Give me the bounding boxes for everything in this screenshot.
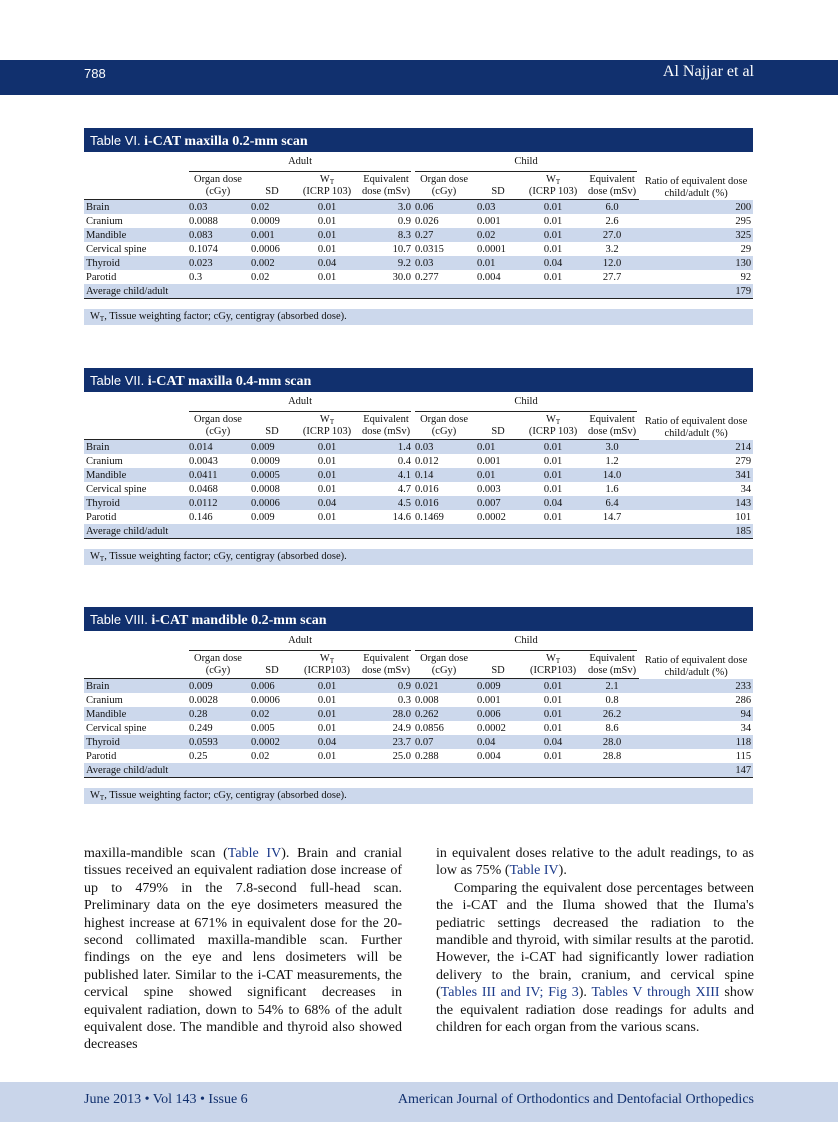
average-row [84, 524, 753, 539]
table-cell: 0.0088 [187, 214, 249, 228]
data-table [84, 635, 753, 778]
child-group-header: Child [415, 635, 637, 651]
wt-header: $W_T$ (ICRP103) [295, 651, 359, 679]
table-cell: 0.27 [413, 228, 475, 242]
table-cell: 0.0006 [249, 242, 295, 256]
table-cell: 0.012 [413, 454, 475, 468]
table-title: i-CAT mandible 0.2-mm scan [151, 613, 327, 628]
table-cell: 0.04 [295, 735, 359, 749]
organ-dose-header: Organ dose (cGy) [187, 172, 249, 200]
journal-name: American Journal of Orthodontics and Dentofacial Orthopedics [397, 1092, 754, 1107]
table-cell: 0.0009 [249, 454, 295, 468]
table-cell: Brain [84, 679, 187, 694]
table-cell: 10.7 [359, 242, 413, 256]
table-cell: 25.0 [359, 749, 413, 763]
table-cell: 3.0 [359, 200, 413, 215]
wt-header: $W_T$ (ICRP103) [521, 651, 585, 679]
table-cell: Parotid [84, 749, 187, 763]
table-cell: 0.006 [249, 679, 295, 694]
table-cell: 0.01 [295, 693, 359, 707]
table-cell: 0.03 [187, 200, 249, 215]
table-cell: 1.4 [359, 440, 413, 455]
table-row [84, 482, 753, 496]
table-cell: 1.2 [585, 454, 639, 468]
table-cell: 0.0856 [413, 721, 475, 735]
table-cell: 28.8 [585, 749, 639, 763]
table-cell: 286 [639, 693, 753, 707]
issue-info: June 2013 • Vol 143 • Issue 6 [84, 1092, 248, 1107]
table-cell: Parotid [84, 270, 187, 284]
table-cell: 29 [639, 242, 753, 256]
organ-dose-header: Organ dose (cGy) [187, 412, 249, 440]
table-title: i-CAT maxilla 0.4-mm scan [147, 374, 312, 389]
table-cell: 0.04 [521, 496, 585, 510]
page-number: 788 [84, 66, 106, 81]
table-cell: 9.2 [359, 256, 413, 270]
table-row [84, 440, 753, 455]
table-cell: 0.01 [521, 200, 585, 215]
table-row [84, 270, 753, 284]
table-cell: 130 [639, 256, 753, 270]
table-cell: 0.0468 [187, 482, 249, 496]
table-cell: Parotid [84, 510, 187, 524]
wt-header: $W_T$ (ICRP 103) [521, 172, 585, 200]
equivalent-dose-header: Equivalent dose (mSv) [585, 651, 639, 679]
table-cell: 27.7 [585, 270, 639, 284]
table-cell: 0.1469 [413, 510, 475, 524]
table-label: Table VIII. [90, 612, 148, 627]
wt-header: $W_T$ (ICRP 103) [295, 412, 359, 440]
sd-header: SD [249, 412, 295, 440]
table-cell: Cervical spine [84, 721, 187, 735]
table-cell: 0.0008 [249, 482, 295, 496]
table-cell: 279 [639, 454, 753, 468]
sd-header: SD [249, 172, 295, 200]
table-cell: Mandible [84, 707, 187, 721]
table-cell: 4.1 [359, 468, 413, 482]
table-cell: 0.083 [187, 228, 249, 242]
table-cell: 0.04 [475, 735, 521, 749]
organ-dose-header: Organ dose (cGy) [413, 412, 475, 440]
ratio-header: Ratio of equivalent dose child/adult (%) [644, 415, 748, 439]
organ-dose-header: Organ dose (cGy) [413, 172, 475, 200]
equivalent-dose-header: Equivalent dose (mSv) [359, 412, 413, 440]
table-cell: 0.026 [413, 214, 475, 228]
table-cell: 0.0002 [249, 735, 295, 749]
table-cell: 0.001 [249, 228, 295, 242]
table-cell: 295 [639, 214, 753, 228]
table-cell: 3.0 [585, 440, 639, 455]
table-cell: 28.0 [359, 707, 413, 721]
table-cell: 14.7 [585, 510, 639, 524]
table-cell: 0.001 [475, 214, 521, 228]
table-cell: 0.0112 [187, 496, 249, 510]
table-cell: 14.6 [359, 510, 413, 524]
table-cell: 92 [639, 270, 753, 284]
ratio-header: Ratio of equivalent dose child/adult (%) [644, 175, 748, 199]
data-table-block [84, 128, 753, 325]
equivalent-dose-header: Equivalent dose (mSv) [585, 172, 639, 200]
table-cell: 118 [639, 735, 753, 749]
table-cell: 0.009 [475, 679, 521, 694]
table-row [84, 228, 753, 242]
table-cell: 0.01 [521, 749, 585, 763]
table-label: Table VI. [90, 133, 141, 148]
table-cell: 2.6 [585, 214, 639, 228]
table-cell: Cranium [84, 693, 187, 707]
table-cell: 0.01 [295, 482, 359, 496]
table-row [84, 200, 753, 215]
wt-header: $W_T$ (ICRP 103) [295, 172, 359, 200]
table-cell: 0.01 [521, 510, 585, 524]
body-paragraph: maxilla-mandible scan (Table IV). Brain and cranial tissues received an equivalent radiation dose increase of up to 479% in the 7.8-second full-head scan. Preliminary data on the eye dosimeters measured the highest increase at 671% in equivalent dose for the 20-second collimated maxilla-mandible scan. Further findings on the eye and lens dosimeters will be published later. Similar to the i-CAT measurements, the cervical spine showed significant decreases in equivalent radiation, down to 54% to 68% of the adult equivalent dose. The mandible and thyroid also showed decreases [84, 846, 403, 1053]
table-cell: 115 [639, 749, 753, 763]
table-cell: 0.01 [295, 679, 359, 694]
table-cell: 0.009 [187, 679, 249, 694]
sd-header: SD [249, 651, 295, 679]
average-label: Average child/adult [84, 284, 639, 299]
table-row [84, 693, 753, 707]
equivalent-dose-header: Equivalent dose (mSv) [359, 172, 413, 200]
table-cell: 8.3 [359, 228, 413, 242]
table-row [84, 510, 753, 524]
table-cell: Thyroid [84, 496, 187, 510]
sd-header: SD [475, 172, 521, 200]
table-cell: 0.146 [187, 510, 249, 524]
table-footnote: $W_T$, Tissue weighting factor; cGy, centigray (absorbed dose). [84, 788, 753, 804]
table-cell: 0.0002 [475, 721, 521, 735]
table-cell: 0.01 [521, 721, 585, 735]
table-cell: 0.021 [413, 679, 475, 694]
table-cell: 30.0 [359, 270, 413, 284]
data-table-block [84, 607, 753, 804]
table-row [84, 707, 753, 721]
table-cell: 0.01 [475, 468, 521, 482]
table-row [84, 496, 753, 510]
table-cell: 0.004 [475, 749, 521, 763]
table-reference-link[interactable]: Tables V through XIII [591, 985, 720, 1001]
table-cell: 24.9 [359, 721, 413, 735]
table-caption [84, 607, 753, 631]
table-row [84, 214, 753, 228]
table-footnote: $W_T$, Tissue weighting factor; cGy, centigray (absorbed dose). [84, 309, 753, 325]
table-row [84, 454, 753, 468]
table-cell: 0.01 [521, 454, 585, 468]
table-cell: 0.04 [521, 735, 585, 749]
table-cell: 0.07 [413, 735, 475, 749]
table-cell: 143 [639, 496, 753, 510]
table-cell: 0.01 [521, 242, 585, 256]
wt-header: $W_T$ (ICRP 103) [521, 412, 585, 440]
table-cell: 0.01 [521, 214, 585, 228]
table-cell: 0.8 [585, 693, 639, 707]
table-cell: 325 [639, 228, 753, 242]
child-group-header: Child [415, 396, 637, 412]
table-cell: 0.02 [249, 270, 295, 284]
table-cell: 0.249 [187, 721, 249, 735]
average-value: 185 [639, 524, 753, 539]
table-cell: 0.1074 [187, 242, 249, 256]
table-row [84, 721, 753, 735]
table-cell: 0.03 [413, 440, 475, 455]
table-cell: 0.06 [413, 200, 475, 215]
table-cell: Mandible [84, 468, 187, 482]
table-cell: 0.03 [413, 256, 475, 270]
table-cell: 0.262 [413, 707, 475, 721]
table-cell: 0.0411 [187, 468, 249, 482]
table-cell: 0.01 [295, 214, 359, 228]
table-cell: 94 [639, 707, 753, 721]
table-cell: 0.009 [249, 510, 295, 524]
table-cell: 0.0009 [249, 214, 295, 228]
table-cell: 0.04 [521, 256, 585, 270]
table-cell: Cranium [84, 214, 187, 228]
table-cell: 0.02 [249, 707, 295, 721]
table-cell: 341 [639, 468, 753, 482]
adult-group-header: Adult [189, 396, 411, 412]
table-cell: 0.01 [475, 440, 521, 455]
table-cell: 0.01 [295, 468, 359, 482]
running-authors: Al Najjar et al [662, 63, 754, 80]
table-cell: 0.288 [413, 749, 475, 763]
table-reference-link[interactable]: Table IV [509, 863, 559, 879]
table-cell: 0.01 [521, 468, 585, 482]
table-caption [84, 368, 753, 392]
table-cell: 0.0043 [187, 454, 249, 468]
table-cell: 4.5 [359, 496, 413, 510]
table-cell: 0.003 [475, 482, 521, 496]
table-cell: 14.0 [585, 468, 639, 482]
equivalent-dose-header: Equivalent dose (mSv) [359, 651, 413, 679]
table-cell: 0.0002 [475, 510, 521, 524]
table-cell: 0.0006 [249, 693, 295, 707]
table-row [84, 679, 753, 694]
table-cell: 0.014 [187, 440, 249, 455]
table-cell: 2.1 [585, 679, 639, 694]
table-cell: 233 [639, 679, 753, 694]
table-cell: 8.6 [585, 721, 639, 735]
table-cell: 4.7 [359, 482, 413, 496]
table-cell: 0.01 [295, 228, 359, 242]
table-cell: 0.01 [295, 510, 359, 524]
table-cell: 0.25 [187, 749, 249, 763]
organ-dose-header: Organ dose (cGy) [187, 651, 249, 679]
body-column-left [84, 845, 402, 1054]
table-cell: Cranium [84, 454, 187, 468]
table-label: Table VII. [90, 373, 145, 388]
average-label: Average child/adult [84, 524, 639, 539]
table-footnote: $W_T$, Tissue weighting factor; cGy, centigray (absorbed dose). [84, 549, 753, 565]
table-cell: 0.016 [413, 496, 475, 510]
table-cell: 0.01 [521, 228, 585, 242]
table-cell: 0.01 [521, 679, 585, 694]
average-row [84, 763, 753, 778]
equivalent-dose-header: Equivalent dose (mSv) [585, 412, 639, 440]
child-group-header: Child [415, 156, 637, 172]
table-cell: 0.04 [295, 256, 359, 270]
table-caption [84, 128, 753, 152]
table-cell: 0.004 [475, 270, 521, 284]
table-row [84, 735, 753, 749]
table-cell: 3.2 [585, 242, 639, 256]
table-cell: 0.14 [413, 468, 475, 482]
table-cell: 0.9 [359, 214, 413, 228]
figure-reference-link[interactable]: Tables III and IV; Fig 3 [440, 985, 579, 1001]
table-cell: 0.0005 [249, 468, 295, 482]
table-cell: 0.005 [249, 721, 295, 735]
table-cell: Mandible [84, 228, 187, 242]
table-cell: 0.009 [249, 440, 295, 455]
table-cell: 0.01 [521, 270, 585, 284]
table-cell: 0.02 [475, 228, 521, 242]
table-cell: 0.277 [413, 270, 475, 284]
table-row [84, 749, 753, 763]
table-cell: 0.01 [295, 749, 359, 763]
table-cell: 0.01 [295, 440, 359, 455]
table-cell: 0.0315 [413, 242, 475, 256]
sd-header: SD [475, 412, 521, 440]
adult-group-header: Adult [189, 156, 411, 172]
table-cell: 0.3 [359, 693, 413, 707]
body-column-right [436, 845, 754, 1036]
table-cell: 0.01 [295, 721, 359, 735]
table-row [84, 242, 753, 256]
table-cell: 0.001 [475, 454, 521, 468]
page-footer [0, 1082, 838, 1122]
table-row [84, 468, 753, 482]
table-cell: 0.001 [475, 693, 521, 707]
table-cell: 27.0 [585, 228, 639, 242]
table-cell: 0.01 [295, 270, 359, 284]
table-reference-link[interactable]: Table IV [227, 846, 282, 861]
table-cell: 0.0028 [187, 693, 249, 707]
table-cell: 0.01 [295, 200, 359, 215]
table-cell: 0.01 [521, 707, 585, 721]
organ-dose-header: Organ dose (cGy) [413, 651, 475, 679]
table-cell: Thyroid [84, 735, 187, 749]
body-paragraph: Comparing the equivalent dose percentages between the i-CAT and the Iluma showed that the Iluma's pediatric settings decreased the radiation to the mandible and thyroid, with similar results at the parotid. However, the i-CAT had significantly lower radiation delivery to the brain, cranium, and cervical spine (Tables III and IV; Fig 3). Tables V through XIII show the equivalent radiation dose readings for adults and children for each organ from the various scans. [436, 880, 754, 1036]
body-paragraph: in equivalent doses relative to the adult readings, to as low as 75% (Table IV). [436, 846, 754, 879]
table-cell: 0.007 [475, 496, 521, 510]
table-cell: 0.01 [475, 256, 521, 270]
table-cell: 0.006 [475, 707, 521, 721]
sd-header: SD [475, 651, 521, 679]
table-cell: 0.4 [359, 454, 413, 468]
table-cell: Cervical spine [84, 482, 187, 496]
data-table [84, 156, 753, 299]
average-value: 147 [639, 763, 753, 778]
table-cell: 0.023 [187, 256, 249, 270]
table-cell: 0.01 [521, 440, 585, 455]
average-value: 179 [639, 284, 753, 299]
table-cell: 0.0006 [249, 496, 295, 510]
table-cell: 0.01 [295, 454, 359, 468]
table-cell: 12.0 [585, 256, 639, 270]
table-cell: Cervical spine [84, 242, 187, 256]
table-cell: 0.002 [249, 256, 295, 270]
table-cell: 34 [639, 482, 753, 496]
table-row [84, 256, 753, 270]
table-cell: 6.0 [585, 200, 639, 215]
table-cell: 0.01 [521, 482, 585, 496]
average-row [84, 284, 753, 299]
page-header [0, 60, 838, 95]
table-cell: 0.03 [475, 200, 521, 215]
table-cell: 23.7 [359, 735, 413, 749]
table-cell: 6.4 [585, 496, 639, 510]
table-cell: 0.9 [359, 679, 413, 694]
table-cell: Brain [84, 440, 187, 455]
table-cell: Thyroid [84, 256, 187, 270]
table-title: i-CAT maxilla 0.2-mm scan [144, 134, 308, 149]
table-cell: 26.2 [585, 707, 639, 721]
table-cell: 0.0593 [187, 735, 249, 749]
table-cell: 101 [639, 510, 753, 524]
table-cell: 0.3 [187, 270, 249, 284]
table-cell: 34 [639, 721, 753, 735]
table-cell: 0.01 [295, 707, 359, 721]
table-cell: 0.01 [521, 693, 585, 707]
table-cell: 200 [639, 200, 753, 215]
table-cell: 0.01 [295, 242, 359, 256]
table-cell: 0.02 [249, 749, 295, 763]
table-cell: 0.008 [413, 693, 475, 707]
table-cell: 1.6 [585, 482, 639, 496]
table-cell: 0.016 [413, 482, 475, 496]
average-label: Average child/adult [84, 763, 639, 778]
table-cell: 28.0 [585, 735, 639, 749]
table-cell: 0.28 [187, 707, 249, 721]
data-table [84, 396, 753, 539]
table-cell: Brain [84, 200, 187, 215]
ratio-header: Ratio of equivalent dose child/adult (%) [644, 654, 748, 678]
table-cell: 214 [639, 440, 753, 455]
table-cell: 0.02 [249, 200, 295, 215]
data-table-block [84, 368, 753, 565]
adult-group-header: Adult [189, 635, 411, 651]
table-cell: 0.04 [295, 496, 359, 510]
table-cell: 0.0001 [475, 242, 521, 256]
